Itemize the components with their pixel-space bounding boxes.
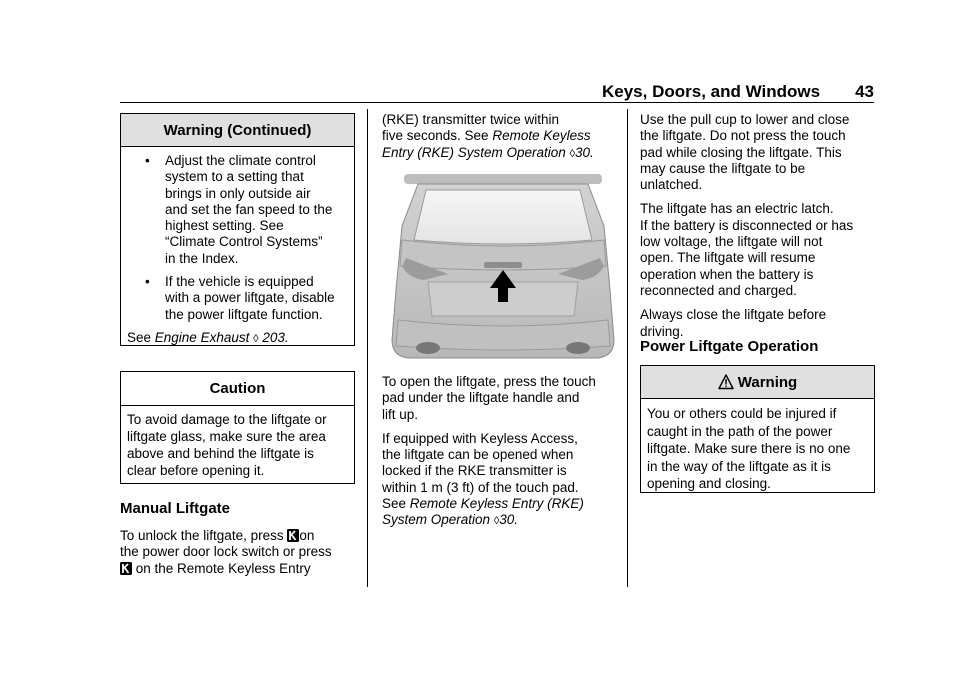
- warning-triangle-icon: [718, 374, 734, 390]
- column3-text: Use the pull cup to lower and close the liftgate. Do not press the touch pad while closing the liftgate. This may cause the liftgate to be unlatched. The liftgate has an electric latch. If the battery is disconnected or has low voltage, the liftgate will not open. The liftgate will resume operation when the battery is reconnected and charged. Always close the liftgate before driving.: [640, 112, 854, 339]
- power-liftgate-heading: Power Liftgate Operation: [640, 338, 819, 355]
- manual-liftgate-text: To unlock the liftgate, press on the power door lock switch or press on the Remote Keyless Entry: [120, 528, 332, 576]
- rke-link-1b[interactable]: Entry (RKE) System Operation: [382, 144, 566, 160]
- liftgate-rear-view-illustration: [388, 170, 618, 364]
- column-divider-2: [627, 109, 628, 587]
- warning-see-reference: See Engine Exhaust ◊ 203.: [127, 329, 289, 345]
- column2-top-text: (RKE) transmitter twice within five seconds. See Remote Keyless Entry (RKE) System Operation ◊30.: [382, 112, 594, 160]
- warning-bullet-1: • Adjust the climate control system to a setting that brings in only outside air and set the fan speed to the highest setting. See “Climate Control Systems” in the Index.: [145, 153, 333, 266]
- rke-link-2b[interactable]: System Operation: [382, 512, 491, 528]
- warning-bullet-2: • If the vehicle is equipped with a power liftgate, disable the power liftgate function.: [145, 274, 335, 322]
- manual-liftgate-heading: Manual Liftgate: [120, 500, 231, 517]
- section-title: Keys, Doors, and Windows: [602, 82, 821, 101]
- warning-box: Warning You or others could be injured if caught in the path of the power liftgate. Make sure there is no one in the way of the liftgate as it is opening and closing.: [640, 365, 875, 493]
- header-rule: [120, 102, 874, 103]
- key-icon: [120, 562, 132, 575]
- caution-title: Caution: [121, 372, 354, 406]
- warning-continued-title: Warning (Continued): [121, 114, 354, 147]
- warning-continued-box: [120, 113, 355, 346]
- column2-body-text: To open the liftgate, press the touch pad under the liftgate handle and lift up. If equipped with Keyless Access, the liftgate can be opened when locked if the RKE transmitter is within 1 m (3 ft) of the touch pad. See Remote Keyless Entry (RKE) System Operation ◊30.: [382, 374, 596, 528]
- rke-link-1[interactable]: Remote Keyless: [492, 128, 591, 144]
- rke-link-2[interactable]: Remote Keyless Entry (RKE): [409, 496, 584, 512]
- column-divider-1: [367, 109, 368, 587]
- page-number: 43: [855, 82, 874, 101]
- warning-title: Warning: [641, 366, 874, 399]
- caution-box: Caution To avoid damage to the liftgate or liftgate glass, make sure the area above and behind the liftgate is clear before opening it.: [120, 371, 355, 484]
- key-icon: [287, 529, 299, 542]
- engine-exhaust-link[interactable]: Engine Exhaust: [154, 329, 250, 345]
